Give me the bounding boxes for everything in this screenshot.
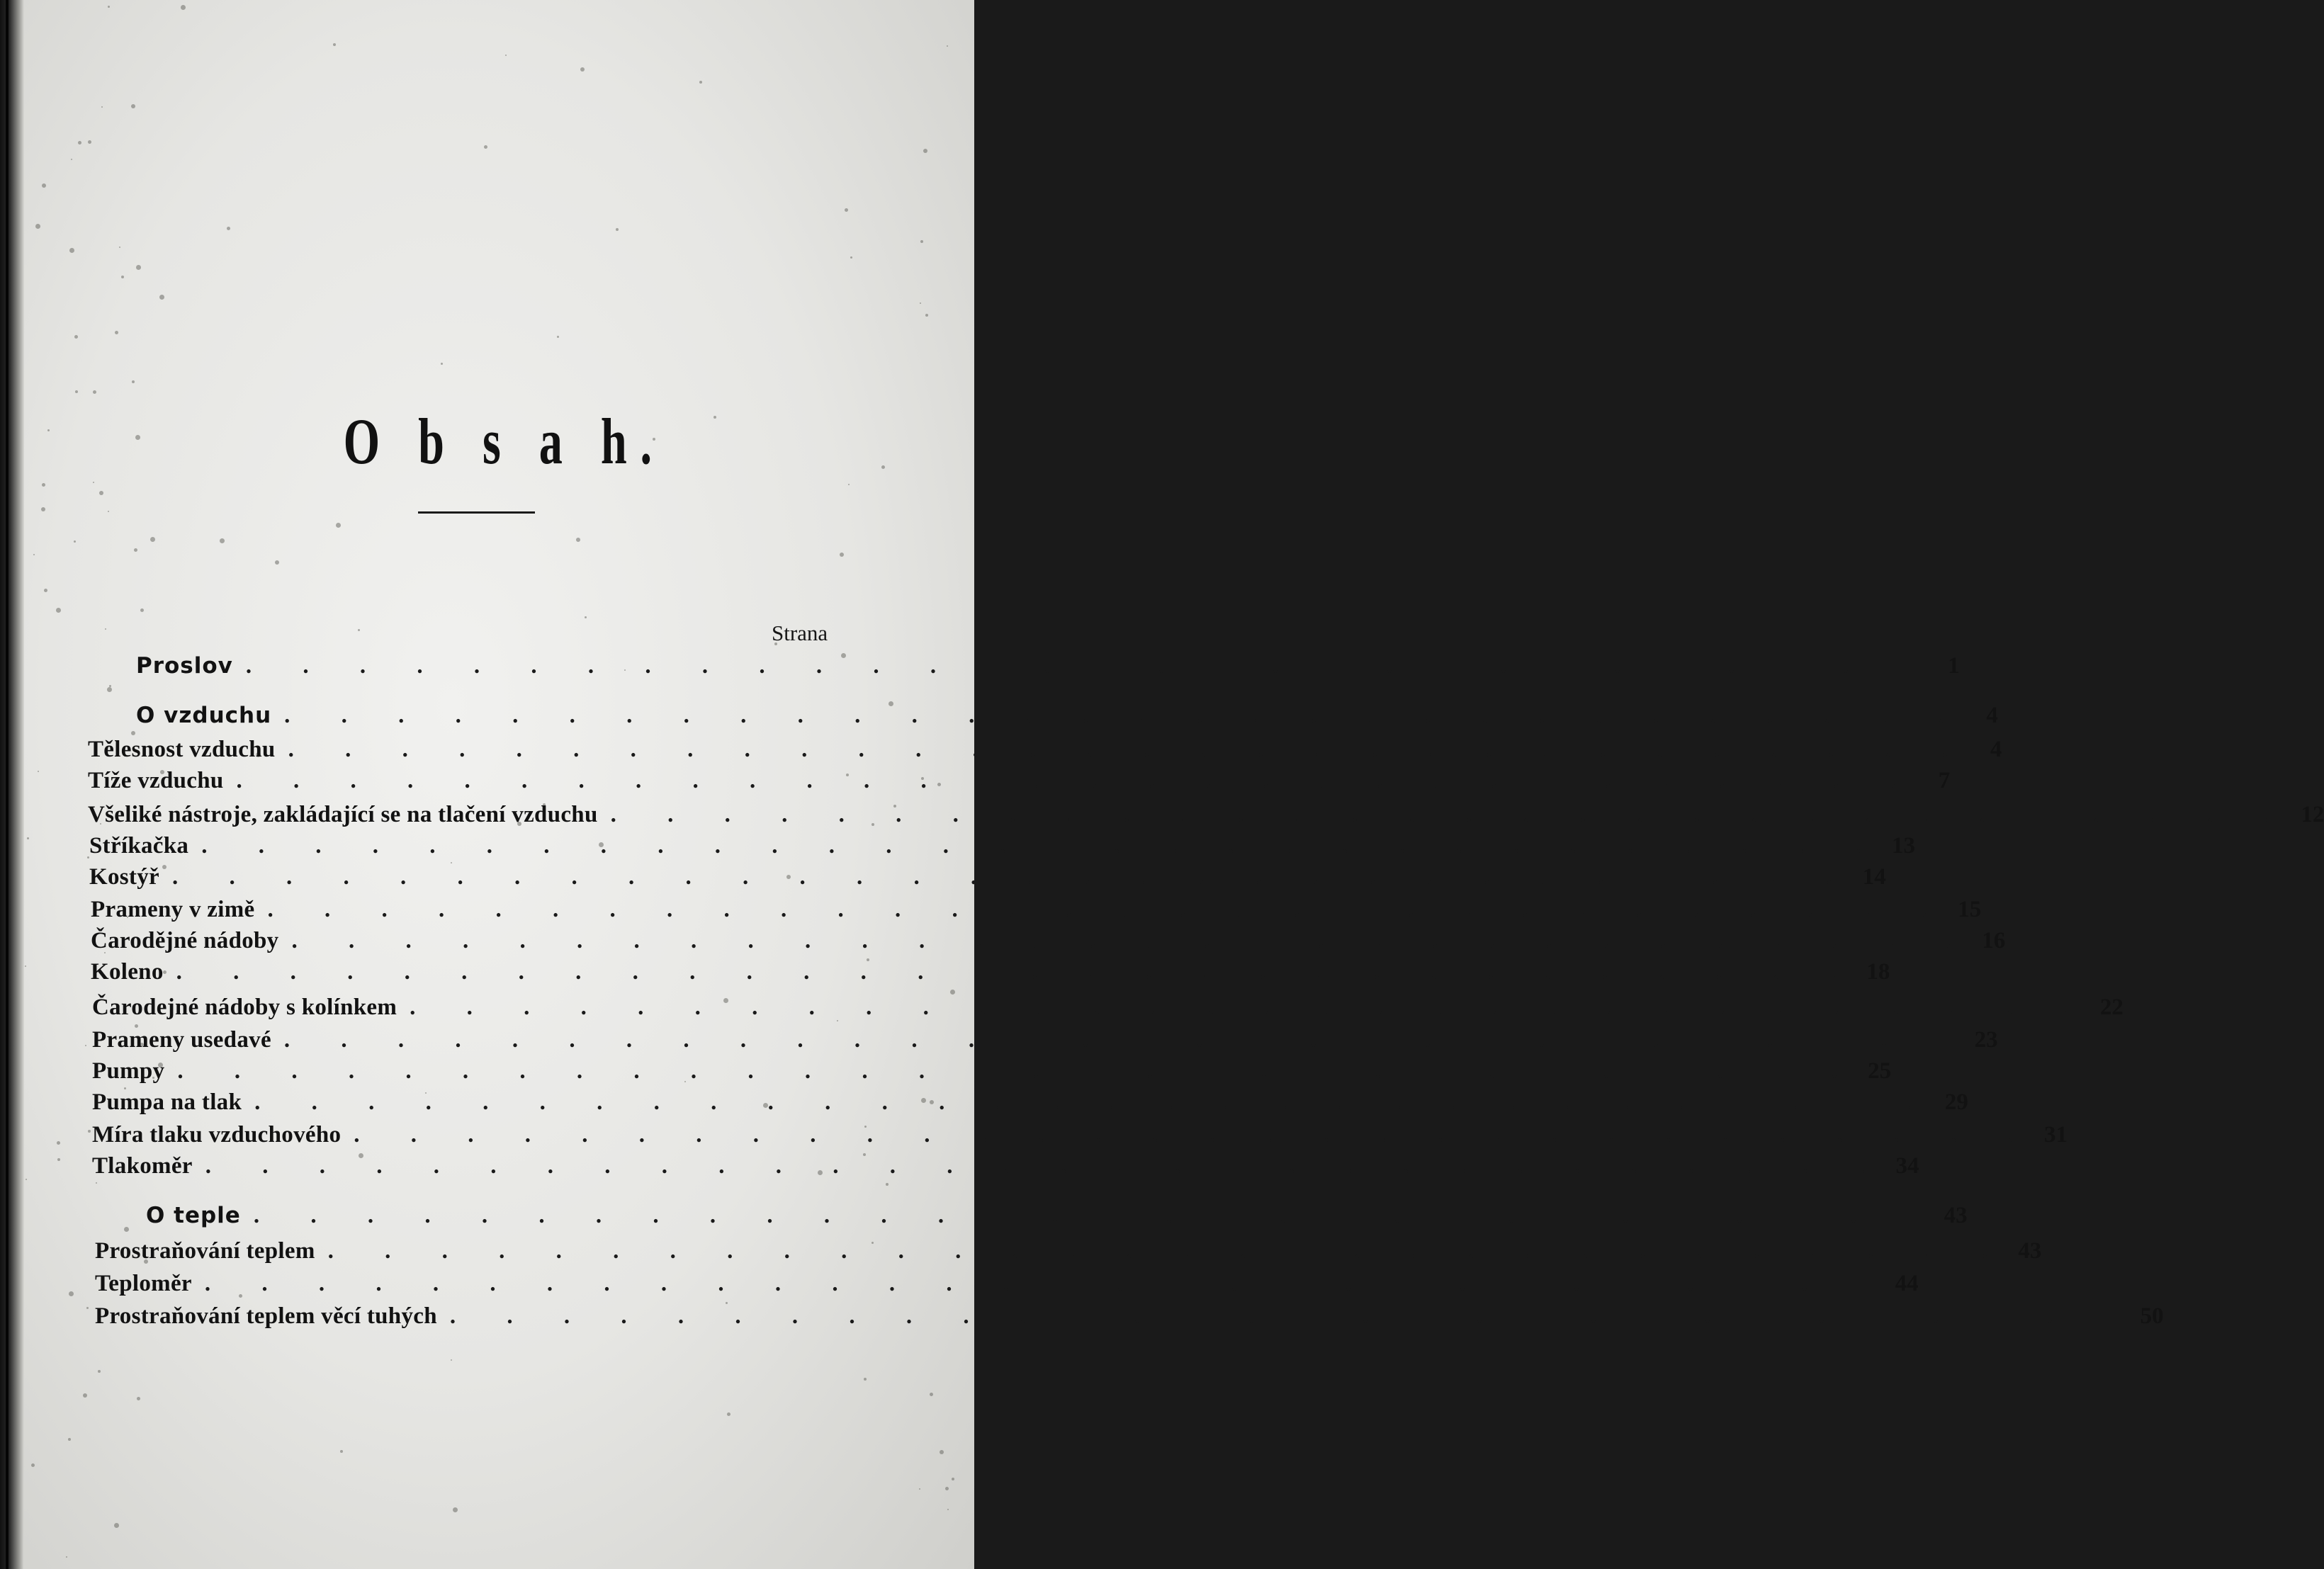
toc-leader-dots: . . . . . . . . . . . . . . . . . . . . . . . . . . . . . . [176,959,1859,985]
paper-speck [580,67,585,72]
paper-speck [137,1397,140,1400]
toc-leader-dots: . . . . . . . . . . . . . . . . . . . . . . . . . . . . . . [410,995,2092,1020]
paper-speck [358,629,360,631]
toc-leader-dots: . . . . . . . . . . . . . . . . . . . . . . . . . . . . . . [253,1203,1936,1228]
paper-speck [925,314,928,317]
toc-leader-dots: . . . . . . . . . . . . . . . . . . . . . . . . . . . . . . [449,1303,2133,1329]
paper-speck [340,1450,343,1453]
paper-speck [616,228,619,231]
toc-page-number: 50 [2140,1303,2164,1329]
toc-page-number: 34 [1895,1153,1919,1179]
paper-speck [69,1291,74,1296]
toc-entry-title: Tělesnost vzduchu [88,737,276,762]
toc-entry-title: Míra tlaku vzduchového [92,1122,342,1148]
paper-speck [952,1478,954,1480]
toc-leader-dots: . . . . . . . . . . . . . . . . . . . . . . . . . . . . . . [171,864,1855,890]
scanned-page [24,0,2324,1569]
toc-page-number: 25 [1868,1058,1892,1084]
toc-entry [88,802,2324,833]
paper-speck [44,589,47,592]
paper-speck [848,484,850,485]
paper-speck [881,465,885,469]
paper-speck [27,837,29,839]
paper-speck [115,331,118,334]
toc-page-number: 7 [1938,768,1951,793]
toc-page-number: 31 [2044,1122,2068,1148]
paper-speck [699,81,702,84]
toc-leader-dots: . . . . . . . . . . . . . . . . . . . . . . . . . . . . . . [245,653,1929,679]
paper-speck [107,687,112,692]
toc-entry-title: Všeliké nástroje, zakládající se na tlačení vzduchu [88,802,598,827]
paper-speck [109,685,111,687]
paper-speck [159,295,164,300]
paper-speck [35,224,40,229]
toc-leader-dots: . . . . . . . . . . . . . . . . . . . . . . . . . . . . . . [291,928,1975,953]
toc-page-number: 12 [2301,802,2324,827]
paper-speck [134,548,137,552]
paper-speck [453,1507,458,1512]
toc-page-number: 18 [1866,959,1890,985]
toc-entry-title: Čarodejné nádoby s kolínkem [92,995,397,1020]
toc-page-number: 13 [1891,833,1915,859]
paper-speck [920,302,921,304]
paper-speck [56,608,61,613]
toc-entry-title: Proslov [136,653,233,679]
toc-page-number: 43 [1944,1203,1968,1228]
toc-leader-dots: . . . . . . . . . . . . . . . . . . . . . . . . . . . . . . [284,703,1967,728]
toc-entry-title: Koleno [91,959,164,985]
toc-entry-title: Prostraňování teplem [95,1238,315,1264]
paper-speck [33,554,35,555]
book-gutter-edge [0,0,24,1569]
paper-speck [940,1450,944,1454]
paper-speck [585,616,587,618]
toc-entry [95,1303,2164,1335]
paper-speck [333,43,336,46]
toc-entry [91,959,1890,990]
toc-page-number: 4 [1986,703,1998,728]
paper-speck [886,1183,889,1186]
paper-speck [557,336,559,338]
paper-speck [78,141,81,145]
paper-speck [451,1359,452,1361]
toc-entry-title: Kostýř [89,864,159,890]
toc-leader-dots: . . . . . . . . . . . . . . . . . . . . . . . . . . . . . . [610,802,2294,827]
paper-speck [101,106,103,108]
paper-speck [66,1556,67,1558]
paper-speck [85,1045,86,1046]
toc-entry [95,1271,1919,1302]
paper-speck [220,538,225,543]
page-title: O b s a h. [343,405,665,477]
paper-speck [576,538,580,542]
toc-entry-title: Prostraňování teplem věcí tuhých [95,1303,437,1329]
paper-speck [74,540,76,543]
toc-entry [89,833,1915,864]
paper-speck [93,390,96,394]
paper-speck [132,380,135,383]
paper-speck [919,1488,920,1490]
toc-entry-title: Čarodějné nádoby [91,928,279,953]
paper-speck [99,491,103,495]
toc-entry [92,1058,1892,1089]
paper-speck [227,227,230,230]
paper-speck [26,1179,27,1180]
toc-page-number: 14 [1862,864,1886,890]
paper-speck [124,1227,129,1232]
paper-speck [105,628,106,630]
paper-speck [98,1370,101,1373]
paper-speck [108,6,110,8]
paper-speck [864,1378,867,1381]
toc-entry [95,1238,2042,1269]
paper-speck [945,1487,949,1490]
toc-leader-dots: . . . . . . . . . . . . . . . . . . . . . . . . . . . . . . [205,1153,1888,1179]
paper-speck [57,1141,60,1145]
toc-entry-title: Tlakoměr [92,1153,193,1179]
paper-speck [923,149,927,153]
toc-leader-dots: . . . . . . . . . . . . . . . . . . . . . . . . . . . . . . [204,1271,1888,1296]
title-rule [418,511,535,514]
paper-speck [88,1130,91,1133]
paper-speck [850,256,852,259]
paper-speck [505,55,507,56]
toc-entry-title: Pumpy [92,1058,165,1084]
paper-speck [336,523,341,528]
paper-speck [88,140,91,144]
paper-speck [57,1158,60,1161]
paper-speck [25,965,26,967]
toc-section [136,653,1960,684]
paper-speck [47,429,50,431]
paper-speck [150,537,155,542]
toc-entry-title: Tíže vzduchu [88,768,224,793]
paper-speck [140,608,144,612]
toc-leader-dots: . . . . . . . . . . . . . . . . . . . . . . . . . . . . . . [267,897,1951,922]
paper-speck [840,553,844,557]
toc-entry [88,768,1951,799]
paper-speck [845,208,848,212]
paper-speck [275,560,279,565]
toc-entry-title: Prameny v zimě [91,897,255,922]
toc-entry-title: O vzduchu [136,703,272,728]
paper-speck [83,1393,87,1398]
toc-page-number: 29 [1944,1089,1968,1115]
toc-entry [91,897,1982,928]
toc-page-number: 23 [1974,1027,1998,1053]
toc-page-number: 15 [1958,897,1982,922]
toc-entry-title: Prameny usedavé [92,1027,271,1053]
toc-entry-title: Stříkačka [89,833,189,859]
toc-entry-title: Pumpa na tlak [92,1089,242,1115]
toc-entry-title: O teple [146,1203,241,1228]
paper-speck [121,276,124,278]
toc-leader-dots: . . . . . . . . . . . . . . . . . . . . . . . . . . . . . . [236,768,1919,793]
paper-speck [947,45,948,47]
toc-leader-dots: . . . . . . . . . . . . . . . . . . . . . . . . . . . . . . [177,1058,1861,1084]
toc-entry [92,1122,2068,1153]
paper-speck [920,240,923,243]
paper-speck [441,363,443,365]
toc-entry [92,995,2123,1026]
paper-speck [69,248,74,253]
paper-speck [135,435,140,440]
paper-speck [86,1307,89,1309]
toc-entry [91,928,2006,959]
toc-page-number: 44 [1895,1271,1919,1296]
toc-entry [92,1153,1919,1184]
paper-speck [131,731,135,735]
paper-speck [136,265,141,270]
paper-speck [31,1463,35,1467]
paper-speck [108,511,109,512]
paper-speck [484,145,487,149]
toc-section [146,1203,1968,1234]
toc-leader-dots: . . . . . . . . . . . . . . . . . . . . . . . . . . . . . . [327,1238,2011,1264]
toc-page-number: 16 [1982,928,2006,953]
toc-page-number: 1 [1948,653,1960,679]
toc-leader-dots: . . . . . . . . . . . . . . . . . . . . . . . . . . . . . . [288,737,1971,762]
paper-speck [68,1438,71,1441]
toc-leader-dots: . . . . . . . . . . . . . . . . . . . . . . . . . . . . . . [254,1089,1937,1115]
toc-leader-dots: . . . . . . . . . . . . . . . . . . . . . . . . . . . . . . [354,1122,2037,1148]
toc-leader-dots: . . . . . . . . . . . . . . . . . . . . . . . . . . . . . . [201,833,1884,859]
paper-speck [71,159,72,160]
toc-section [136,703,1998,734]
paper-speck [93,482,94,483]
toc-entry [89,864,1886,895]
paper-speck [42,183,46,188]
toc-leader-dots: . . . . . . . . . . . . . . . . . . . . . . . . . . . . . . [283,1027,1967,1053]
toc-entry [92,1027,1998,1058]
paper-speck [930,1393,933,1396]
toc-entry [92,1089,1968,1121]
toc-page-number: 4 [1990,737,2002,762]
paper-speck [131,104,135,108]
toc-entry-title: Teploměr [95,1271,192,1296]
paper-speck [41,507,45,511]
toc-page-number: 43 [2018,1238,2042,1264]
paper-speck [119,247,120,248]
paper-speck [75,390,78,393]
paper-speck [38,771,39,772]
paper-speck [947,1509,949,1510]
toc-page-number: 22 [2099,995,2123,1020]
paper-speck [74,335,78,339]
paper-speck [727,1412,731,1416]
page-column-label: Strana [772,621,828,645]
toc-entry [88,737,2002,768]
paper-speck [181,5,186,10]
paper-speck [42,483,45,487]
paper-speck [114,1523,119,1528]
